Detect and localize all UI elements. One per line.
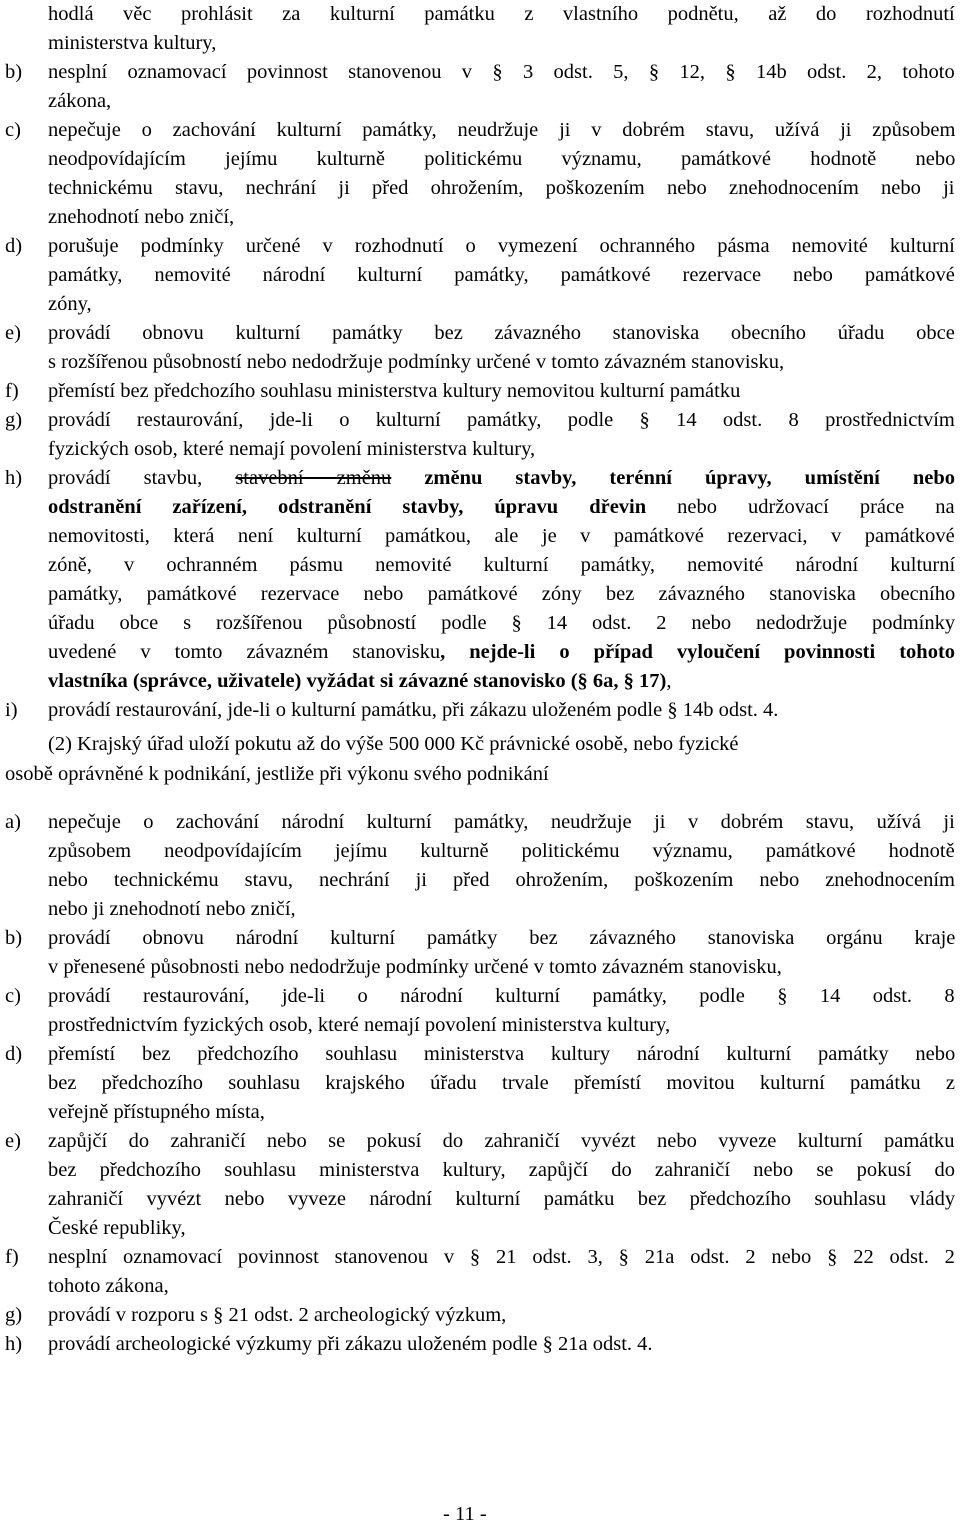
text-run: České republiky, — [48, 1217, 186, 1239]
text-run: provádí stavbu, — [48, 467, 236, 489]
list-item-line — [48, 1156, 955, 1185]
text-run: zapůjčí do zahraničí nebo se pokusí do zahraničí vyvézt nebo vyveze kulturní památku — [48, 1130, 955, 1152]
bold-text: , nejde-li o případ vyloučení povinnosti tohoto — [440, 641, 956, 663]
list-item-line — [48, 435, 535, 464]
text-run: uvedené v tomto závazném stanovisku — [48, 641, 441, 663]
text-run: nebo technickému stavu, nechrání ji před ohrožením, poškozením nebo znehodnocením — [48, 869, 955, 891]
list-item-line — [48, 1098, 265, 1127]
text-run: zákona, — [48, 90, 112, 112]
text-run: provádí archeologické výzkumy při zákazu uloženém podle § 21a odst. 4. — [48, 1333, 653, 1355]
list-item-line — [48, 1301, 506, 1330]
list-item-line — [48, 580, 955, 609]
text-run: nepečuje o zachování národní kulturní památky, neudržuje ji v dobrém stavu, užívá ji — [48, 811, 955, 833]
list-item-line — [48, 203, 234, 232]
text-run: provádí obnovu kulturní památky bez závazného stanoviska obecního úřadu obce — [48, 322, 955, 344]
list-item-label: i) — [5, 699, 18, 721]
list-item-label: h) — [5, 1333, 23, 1355]
text-run: , — [666, 670, 672, 692]
text-run: tohoto zákona, — [48, 1275, 169, 1297]
list-item-line — [48, 348, 784, 377]
list-item-line — [48, 58, 955, 87]
text-run: provádí obnovu národní kulturní památky bez závazného stanoviska orgánu kraje — [48, 927, 956, 949]
text-run: provádí restaurování, jde-li o národní kulturní památky, podle § 14 odst. 8 — [48, 985, 955, 1007]
text-run — [391, 467, 424, 489]
list-item-line — [48, 1243, 955, 1272]
list-item-line — [48, 0, 955, 29]
list-item-line — [48, 116, 955, 145]
list-item-line — [48, 464, 955, 493]
text-run: zahraničí vyvézt nebo vyveze národní kulturní památku bez předchozího souhlasu vlády — [48, 1188, 956, 1210]
list-item-line — [48, 1040, 955, 1069]
text-run: nesplní oznamovací povinnost stanovenou v § 21 odst. 3, § 21a odst. 2 nebo § 22 odst. 2 — [48, 1246, 955, 1268]
list-item-label: c) — [5, 119, 21, 141]
list-item-line — [48, 319, 955, 348]
paragraph-2-line-1: (2) Krajský úřad uloží pokutu až do výše 500 000 Kč právnické osobě, nebo fyzické — [48, 733, 739, 755]
list-item-line — [48, 609, 955, 638]
bold-text: změnu stavby, terénní úpravy, umístění nebo — [424, 467, 956, 489]
list-item-line — [48, 895, 296, 924]
list-item-label: d) — [5, 235, 23, 257]
text-run: fyzických osob, které nemají povolení ministerstva kultury, — [48, 438, 536, 460]
list-item-line — [48, 1185, 955, 1214]
list-item-line — [48, 1214, 186, 1243]
text-run: technickému stavu, nechrání ji před ohrožením, poškozením nebo znehodnocením nebo ji — [48, 177, 955, 199]
text-run: nebo udržovací práce na — [646, 496, 955, 518]
list-item-line — [48, 551, 955, 580]
list-item-label: f) — [5, 380, 19, 402]
text-run: způsobem neodpovídajícím jejímu kulturně politickému významu, památkové hodnotě — [48, 840, 955, 862]
text-run: v přenesené působnosti nebo nedodržuje podmínky určené v tomto závazném stanovisku, — [48, 956, 782, 978]
list-item-line — [48, 29, 216, 58]
text-run: přemístí bez předchozího souhlasu ministerstva kultury národní kulturní památky nebo — [48, 1043, 956, 1065]
list-item-label: h) — [5, 467, 23, 489]
text-run: znehodnotí nebo zničí, — [48, 206, 235, 228]
list-item-line — [48, 174, 955, 203]
text-run: porušuje podmínky určené v rozhodnutí o vymezení ochranného pásma nemovité kulturní — [48, 235, 955, 257]
text-run: nesplní oznamovací povinnost stanovenou v § 3 odst. 5, § 12, § 14b odst. 2, tohoto — [48, 61, 955, 83]
list-item-label: f) — [5, 1246, 19, 1268]
list-item-label: a) — [5, 811, 21, 833]
list-item-line — [48, 522, 955, 551]
list-item-line — [48, 145, 955, 174]
list-item-label: e) — [5, 322, 21, 344]
list-item-line — [48, 1330, 653, 1359]
list-item-label: g) — [5, 1304, 23, 1326]
text-run: zóny, — [48, 293, 92, 315]
list-item-line — [48, 924, 955, 953]
paragraph-2-line-2: osobě oprávněné k podnikání, jestliže při výkonu svého podnikání — [5, 763, 549, 785]
text-run: provádí restaurování, jde-li o kulturní památky, podle § 14 odst. 8 prostřednictvím — [48, 409, 955, 431]
list-item-label: c) — [5, 985, 21, 1007]
list-item-label: b) — [5, 61, 23, 83]
struck-text: stavební změnu — [235, 467, 392, 489]
text-run: nebo ji znehodnotí nebo zničí, — [48, 898, 296, 920]
list-item-line — [48, 1272, 169, 1301]
text-run: provádí v rozporu s § 21 odst. 2 archeologický výzkum, — [48, 1304, 507, 1326]
text-run: veřejně přístupného místa, — [48, 1101, 265, 1123]
list-item-line — [48, 638, 955, 667]
list-item-line — [48, 1127, 955, 1156]
text-run: s rozšířenou působností nebo nedodržuje podmínky určené v tomto závazném stanovisku, — [48, 351, 785, 373]
list-item-line — [48, 232, 955, 261]
text-run: prostřednictvím fyzických osob, které nemají povolení ministerstva kultury, — [48, 1014, 671, 1036]
list-item-line — [48, 667, 672, 696]
text-run: neodpovídajícím jejímu kulturně politickému významu, památkové hodnotě nebo — [48, 148, 956, 170]
text-run: nepečuje o zachování kulturní památky, neudržuje ji v dobrém stavu, užívá ji způsobem — [48, 119, 956, 141]
text-run: provádí restaurování, jde-li o kulturní památku, při zákazu uloženém podle § 14b odst. 4. — [48, 699, 779, 721]
list-item-line — [48, 1069, 955, 1098]
text-run: přemístí bez předchozího souhlasu ministerstva kultury nemovitou kulturní památku — [48, 380, 741, 402]
list-item-label: e) — [5, 1130, 21, 1152]
list-item-label: b) — [5, 927, 23, 949]
text-run: úřadu obce s rozšířenou působností podle § 14 odst. 2 nebo nedodržuje podmínky — [48, 612, 956, 634]
text-run: zóně, v ochranném pásmu nemovité kulturní památky, nemovité národní kulturní — [48, 554, 956, 576]
list-item-line — [48, 808, 955, 837]
bold-text: odstranění zařízení, odstranění stavby, úpravu dřevin — [48, 496, 647, 518]
list-item-line — [48, 377, 740, 406]
list-item-line — [48, 290, 92, 319]
list-item-line — [48, 982, 955, 1011]
text-run: památky, nemovité národní kulturní památky, památkové rezervace nebo památkové — [48, 264, 955, 286]
list-item-line — [48, 87, 111, 116]
text-run: hodlá věc prohlásit za kulturní památku z vlastního podnětu, až do rozhodnutí — [48, 3, 955, 25]
list-item-line — [48, 866, 955, 895]
list-item-line — [48, 493, 955, 522]
list-item-label: d) — [5, 1043, 23, 1065]
text-run: nemovitosti, která není kulturní památkou, ale je v památkové rezervaci, v památkové — [48, 525, 955, 547]
list-item-line — [48, 696, 778, 725]
list-item-line — [48, 837, 955, 866]
list-item-line — [48, 953, 782, 982]
list-item-line — [48, 261, 955, 290]
text-run: bez předchozího souhlasu krajského úřadu trvale přemístí movitou kulturní památku z — [48, 1072, 955, 1094]
text-run: památky, památkové rezervace nebo památkové zóny bez závazného stanoviska obecního — [48, 583, 956, 605]
text-run: ministerstva kultury, — [48, 32, 217, 54]
list-item-line — [48, 1011, 670, 1040]
list-item-line — [48, 406, 955, 435]
page-number: - 11 - — [443, 1503, 487, 1525]
bold-text: vlastníka (správce, uživatele) vyžádat si závazné stanovisko (§ 6a, § 17) — [48, 670, 667, 692]
text-run: bez předchozího souhlasu ministerstva kultury, zapůjčí do zahraničí nebo se pokusí do — [48, 1159, 956, 1181]
list-item-label: g) — [5, 409, 23, 431]
